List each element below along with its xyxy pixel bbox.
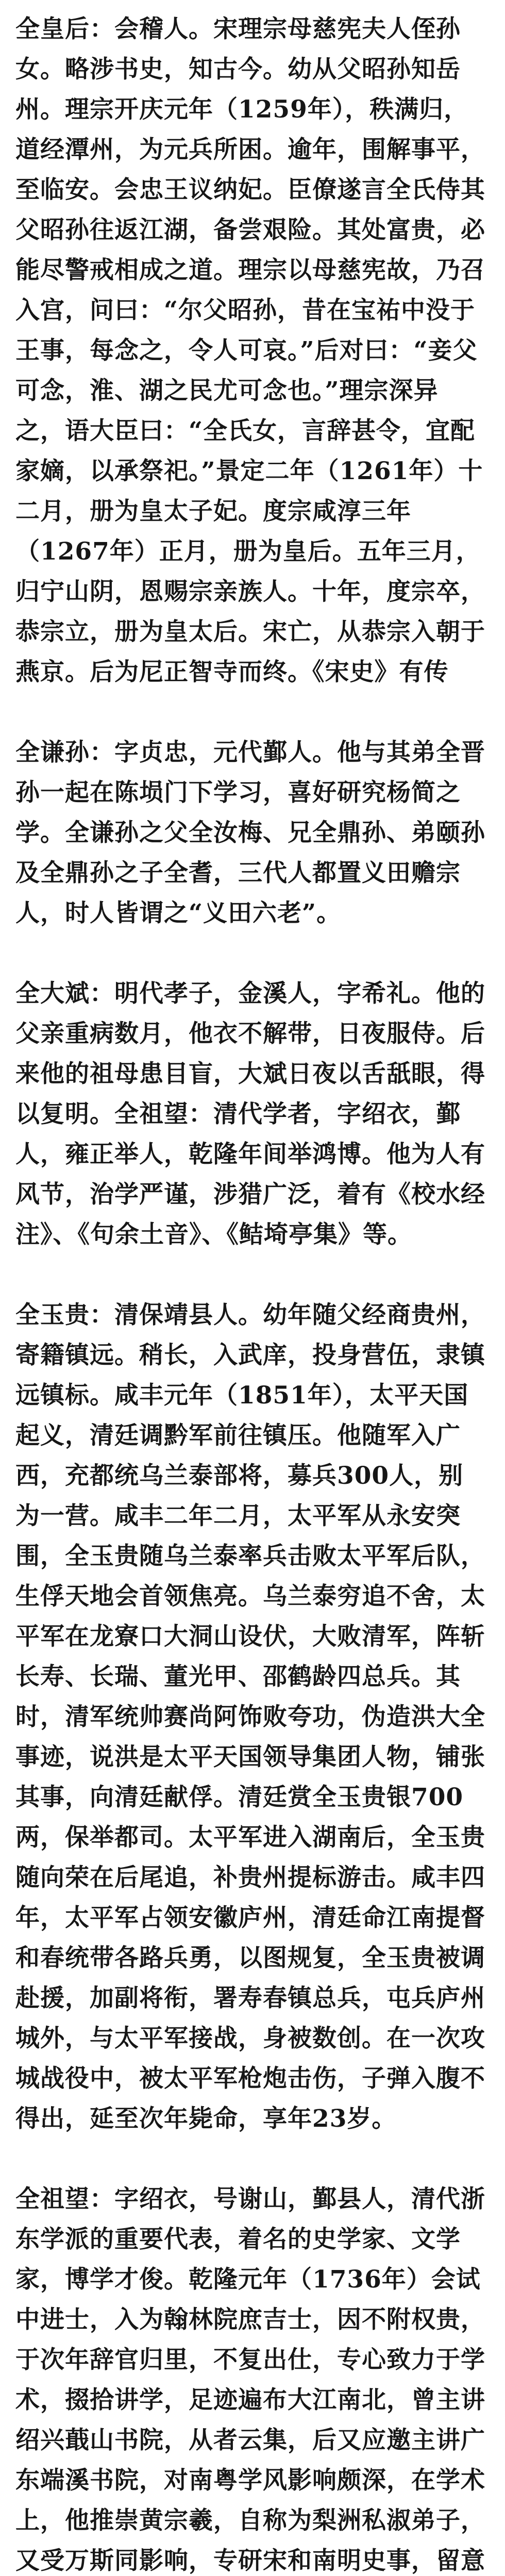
entry-quan-dabin: 全大斌：明代孝子，金溪人，字希礼。他的父亲重病数月，他衣不解带，日夜服侍。后来他的祖母患目盲，大斌日夜以舌舐眼，得以复明。全祖望：清代学者，字绍衣，鄞人，雍正举人，乾隆年间举鸿博。他为人有风节，治学严谨，涉猎广泛，着有《校水经注》、《句余土音》、《鲒埼亭集》等。 [15, 979, 485, 1249]
entry-quan-yugui: 全玉贵：清保靖县人。幼年随父经商贵州，寄籍镇远。稍长，入武庠，投身营伍，隶镇远镇标。咸丰元年（1851年），太平天国起义，清廷调黔军前往镇压。他随军入广西，充都统乌兰泰部将，募兵300人，别为一营。咸丰二年二月，太平军从永安突围，全玉贵随乌兰泰率兵击败太平军后队，生俘天地会首领焦亮。乌兰泰穷追不舍，太平军在龙寮口大洞山设伏，大败清军，阵斩长寿、长瑞、董光甲、邵鹤龄四总兵。其时，清军统帅赛尚阿饰败夸功，伪造洪大全事迹，说洪是太平天国领导集团人物，铺张其事，向清廷献俘。清廷赏全玉贵银700两，保举都司。太平军进入湖南后，全玉贵随向荣在后尾追，补贵州提标游击。咸丰四年，太平军占领安徽庐州，清廷命江南提督和春统带各路兵勇，以图规复，全玉贵被调赴援，加副将衔，署寿春镇总兵，屯兵庐州城外，与太平军接战，身被数创。在一次攻城战役中，被太平军枪炮击伤，子弹入腹不得出，延至次年毙命，享年23岁。 [15, 1301, 485, 2133]
entry-quan-zuwang: 全祖望：字绍衣，号谢山，鄞县人，清代浙东学派的重要代表，着名的史学家、文学家，博学才俊。乾隆元年（1736年）会试中进士，入为翰林院庶吉士，因不附权贵，于次年辞官归里，不复出仕，专心致力于学术，掇拾讲学，足迹遍布大江南北，曾主讲绍兴蕺山书院，从者云集，后又应邀主讲广东端溪书院，对南粤学风影响颇深，在学术上，他推崇黄宗羲，自称为梨洲私淑弟子，又受万斯同影响，专研宋和南明史事，留意 [15, 2185, 485, 2575]
entry-quan-qiansun: 全谦孙：字贞忠，元代鄞人。他与其弟全晋孙一起在陈埙门下学习，喜好研究杨简之学。全谦孙之父全汝梅、兄全鼎孙、弟颐孙及全鼎孙之子全耆，三代人都置义田赡宗人，时人皆谓之“义田六老”。 [15, 738, 485, 927]
entry-quan-huanghou: 全皇后：会稽人。宋理宗母慈宪夫人侄孙女。略涉书史，知古今。幼从父昭孙知岳州。理宗开庆元年（1259年），秩满归，道经潭州，为元兵所困。逾年，围解事平，至临安。会忠王议纳妃。臣僚遂言全氏侍其父昭孙往返江湖，备尝艰险。其处富贵，必能尽警戒相成之道。理宗以母慈宪故，乃召入宫，问曰：“尔父昭孙，昔在宝祐中没于王事，每念之，令人可哀。”后对曰：“妾父可念，淮、湖之民尤可念也。”理宗深异之，语大臣曰：“全氏女，言辞甚令，宜配家嫡，以承祭祀。”景定二年（1261年）十二月，册为皇太子妃。度宗咸淳三年（1267年）正月，册为皇后。五年三月，归宁山阴，恩赐宗亲族人。十年，度宗卒，恭宗立，册为皇太后。宋亡，从恭宗入朝于燕京。后为尼正智寺而终。《宋史》有传 [15, 15, 485, 686]
